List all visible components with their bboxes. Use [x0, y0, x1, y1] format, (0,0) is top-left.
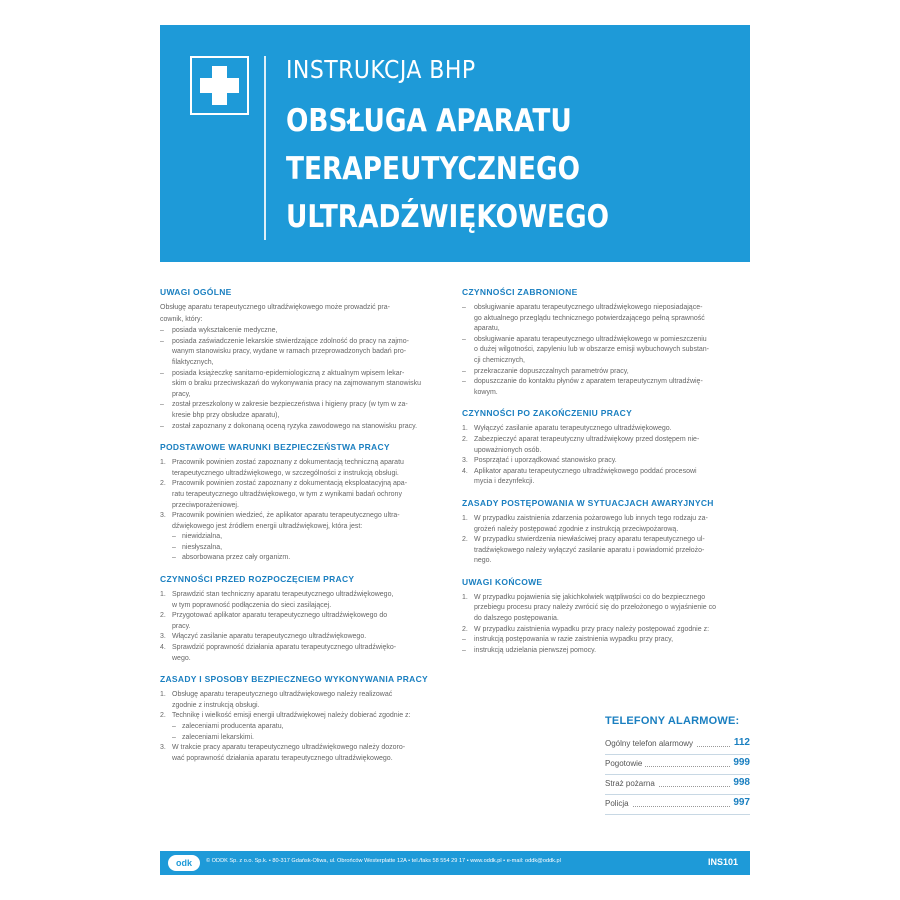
list-item — [160, 490, 450, 501]
list-item-text: kowym. — [474, 388, 498, 396]
list-item-text: W przypadku stwierdzenia niewłaściwej pracy aparatu terapeutycznego ul- — [474, 536, 705, 544]
list-item — [462, 467, 750, 478]
list-item — [462, 614, 750, 625]
emergency-phones — [605, 715, 750, 815]
section-list — [462, 424, 750, 488]
list-item-text: Pracownik powinien zostać zapoznany z dokumentacją eksploatacyjną apa- — [172, 480, 408, 488]
list-item — [160, 711, 450, 722]
doc-title-line: TERAPEUTYCZNEGO — [286, 151, 581, 187]
phone-row — [605, 735, 750, 755]
list-item — [462, 388, 750, 399]
list-item — [160, 622, 450, 633]
list-marker: 3. — [160, 512, 166, 520]
list-item-text: został przeszkolony w zakresie bezpieczeństwa i higieny pracy (w tym w za- — [172, 401, 408, 409]
list-item — [160, 326, 450, 337]
list-item — [160, 654, 450, 665]
list-item-text: instrukcją postępowania w razie zaistnienia wypadku przy pracy, — [474, 636, 674, 644]
list-item-text: Pracownik powinien zostać zapoznany z dokumentacją techniczną aparatu — [172, 459, 404, 467]
list-item-text: obsługiwanie aparatu terapeutycznego ultradźwiękowego w pomieszczeniu — [474, 335, 707, 343]
list-item — [160, 379, 450, 390]
footer-contact: © ODDK Sp. z o.o. Sp.k. • 80-317 Gdańsk-Oliwa, ul. Obrońców Westerplatte 12A • tel./faks 58 554 29 17 • www.oddk.pl • e-mail: oddk@oddk.pl — [206, 858, 561, 864]
list-item — [462, 456, 750, 467]
list-item — [160, 501, 450, 512]
list-marker: 2. — [462, 625, 468, 633]
right-column — [462, 287, 750, 666]
list-item — [160, 522, 450, 533]
list-marker: 1. — [462, 425, 468, 433]
list-item — [160, 553, 450, 564]
list-item — [462, 556, 750, 567]
company-logo: odk — [168, 855, 200, 871]
list-item-text: cji chemicznych, — [474, 356, 525, 364]
list-item — [462, 625, 750, 636]
list-item-text: Włączyć zasilanie aparatu terapeutycznego ultradźwiękowego. — [172, 633, 367, 641]
phone-label: Straż pożarna — [605, 779, 658, 788]
list-item-text: posiada zaświadczenie lekarskie stwierdzające zdolność do pracy na zajmo- — [172, 337, 409, 345]
list-marker: 1. — [160, 691, 166, 699]
list-item — [462, 335, 750, 346]
phone-row — [605, 795, 750, 815]
phone-label: Pogotowie — [605, 759, 645, 768]
list-item-text: niesłyszalna, — [182, 543, 223, 551]
doc-title-line: OBSŁUGA APARATU — [286, 103, 572, 139]
list-item — [160, 337, 450, 348]
doc-kicker: INSTRUKCJA BHP — [286, 55, 476, 84]
list-marker: 2. — [462, 435, 468, 443]
section-title: UWAGI OGÓLNE — [160, 287, 232, 297]
list-marker: – — [462, 367, 466, 375]
list-item-text: do dalszego postępowania. — [474, 615, 559, 623]
section-warunki — [160, 442, 450, 564]
list-item-text: Wyłączyć zasilanie aparatu terapeutycznego ultradźwiękowego. — [474, 425, 672, 433]
list-marker: 1. — [160, 591, 166, 599]
list-marker: 1. — [462, 593, 468, 601]
list-item — [462, 525, 750, 536]
list-item-text: pracy, — [172, 390, 191, 398]
list-marker: 3. — [160, 744, 166, 752]
list-item-text: w tym poprawność podłączenia do sieci zasilającej. — [172, 601, 332, 609]
section-title: ZASADY I SPOSOBY BEZPIECZNEGO WYKONYWANIA PRACY — [160, 674, 429, 685]
list-item — [160, 722, 450, 733]
list-item-text: skim o braku przeciwskazań do wykonywania pracy na zajmowanym stanowisku — [172, 380, 421, 388]
list-marker: 2. — [160, 612, 166, 620]
list-item-text: zaleceniami lekarskimi. — [182, 733, 254, 741]
doc-code: INS101 — [707, 857, 738, 867]
list-item-text: absorbowana przez cały organizm. — [182, 554, 291, 562]
list-item-text: wego. — [172, 654, 191, 662]
list-item — [160, 590, 450, 601]
list-item — [462, 435, 750, 446]
list-item-text: Sprawdzić stan techniczny aparatu terapeutycznego ultradźwiękowego, — [172, 591, 394, 599]
footer-bar — [160, 851, 750, 875]
list-marker: – — [172, 543, 176, 551]
list-marker: – — [172, 723, 176, 730]
list-item-text: upoważnionych osób. — [474, 446, 542, 454]
section-list — [160, 690, 450, 764]
list-item — [462, 546, 750, 557]
list-item-text: wanym stanowisku pracy, wydane w ramach przeprowadzonych badań pro- — [172, 348, 407, 356]
list-item — [462, 603, 750, 614]
list-item — [462, 356, 750, 367]
list-item — [462, 635, 750, 646]
list-marker: – — [462, 646, 466, 654]
left-column — [160, 287, 450, 774]
section-list — [462, 593, 750, 657]
list-item — [462, 514, 750, 525]
section-awaryjne — [462, 498, 750, 567]
list-marker: – — [160, 422, 164, 430]
phone-number: 112 — [731, 737, 750, 748]
list-item — [160, 511, 450, 522]
list-item — [160, 632, 450, 643]
list-item-text: pracy. — [172, 622, 191, 630]
list-item — [462, 424, 750, 435]
phone-label: Ogólny telefon alarmowy — [605, 739, 696, 748]
list-item — [462, 535, 750, 546]
list-item — [160, 701, 450, 712]
list-item — [160, 690, 450, 701]
phones-title: TELEFONY ALARMOWE: — [605, 715, 740, 727]
list-item — [462, 593, 750, 604]
list-marker: 4. — [462, 467, 468, 475]
phone-number: 998 — [730, 777, 750, 788]
list-item — [462, 446, 750, 457]
list-item-text: instrukcją udzielania pierwszej pomocy. — [474, 646, 597, 654]
section-list — [160, 326, 450, 432]
list-item-text: tradźwiękowego należy wyłączyć zasilanie aparatu i powiadomić przełożo- — [474, 546, 705, 554]
list-marker: – — [462, 378, 466, 386]
list-item-text: obsługiwanie aparatu terapeutycznego ultradźwiękowego nieposiadające- — [474, 304, 703, 311]
list-marker: – — [462, 636, 466, 644]
list-marker: – — [160, 369, 164, 377]
list-item — [160, 358, 450, 369]
list-marker: 2. — [462, 536, 468, 544]
header-divider — [264, 56, 266, 240]
list-item-text: Obsługę aparatu terapeutycznego ultradźwiękowego należy realizować — [172, 691, 393, 699]
section-title: CZYNNOŚCI PO ZAKOŃCZENIU PRACY — [462, 408, 633, 419]
list-item-text: Przygotować aplikator aparatu terapeutycznego ultradźwiękowego do — [172, 612, 388, 620]
list-item — [462, 345, 750, 356]
list-marker: 1. — [462, 514, 468, 522]
list-item — [160, 733, 450, 744]
section-intro: cownik, który: — [160, 315, 203, 323]
list-marker: – — [462, 335, 466, 343]
list-item — [160, 611, 450, 622]
phone-label: Policja — [605, 799, 632, 808]
list-item-text: filaktycznych, — [172, 358, 214, 366]
section-list — [160, 458, 450, 564]
section-uwagi-ogolne — [160, 287, 450, 432]
section-list — [160, 590, 450, 664]
header-banner — [160, 25, 750, 262]
list-marker: – — [172, 533, 176, 541]
list-item-text: aparatu, — [474, 325, 500, 333]
section-uwagi-koncowe — [462, 577, 750, 657]
instruction-sheet — [160, 25, 750, 880]
first-aid-cross-icon — [190, 56, 249, 115]
list-marker: – — [160, 337, 164, 345]
list-item-text: o dużej wilgotności, zapyleniu lub w obszarze emisji wybuchowych substan- — [474, 346, 710, 354]
list-item — [160, 458, 450, 469]
doc-title-line: ULTRADŹWIĘKOWEGO — [286, 199, 610, 235]
section-title: PODSTAWOWE WARUNKI BEZPIECZEŃSTWA PRACY — [160, 442, 390, 453]
section-title: UWAGI KOŃCOWE — [462, 576, 543, 587]
list-item-text: ratu terapeutycznego ultradźwiękowego, w tym z wynikami badań ochrony — [172, 490, 402, 498]
list-item — [462, 367, 750, 378]
list-item — [160, 411, 450, 422]
phone-number: 997 — [730, 797, 750, 808]
list-marker: 2. — [160, 712, 166, 720]
section-zabronione — [462, 287, 750, 398]
list-item-text: wać poprawność działania aparatu terapeutycznego ultradźwiękowego. — [172, 754, 393, 762]
doc-title — [286, 97, 609, 241]
list-item-text: mycia i dezynfekcji. — [474, 478, 535, 486]
list-item — [462, 646, 750, 657]
list-marker: – — [462, 304, 466, 311]
list-item-text: W przypadku pojawienia się jakichkolwiek wątpliwości co do bezpiecznego — [474, 593, 706, 601]
section-list — [462, 514, 750, 567]
list-item-text: zaleceniami producenta aparatu, — [182, 723, 284, 730]
list-item — [160, 369, 450, 380]
list-item-text: przebiegu procesu pracy należy zwrócić się do przełożonego o wyjaśnienie co — [474, 604, 717, 612]
section-zasady — [160, 674, 450, 764]
list-marker: 1. — [160, 459, 166, 467]
list-marker: – — [160, 401, 164, 409]
phone-number: 999 — [730, 757, 750, 768]
list-item-text: Zabezpieczyć aparat terapeutyczny ultradźwiękowy przed dostępem nie- — [474, 435, 700, 443]
section-przed-praca — [160, 574, 450, 664]
list-item-text: Aplikator aparatu terapeutycznego ultradźwiękowego poddać procesowi — [474, 467, 697, 475]
list-item-text: W trakcie pracy aparatu terapeutycznego ultradźwiękowego należy dozoro- — [172, 744, 406, 752]
list-item — [160, 543, 450, 554]
list-item — [160, 390, 450, 401]
list-item — [160, 601, 450, 612]
list-marker: – — [172, 733, 176, 741]
list-marker: 3. — [462, 457, 468, 465]
list-item — [462, 477, 750, 488]
list-item-text: posiada wykształcenie medyczne, — [172, 327, 278, 335]
list-item-text: Pracownik powinien wiedzieć, że aplikator aparatu terapeutycznego ultra- — [172, 512, 400, 520]
list-item-text: dźwiękowego jest źródłem energii ultradźwiękowej, która jest: — [172, 522, 363, 530]
list-item — [462, 303, 750, 314]
list-item-text: nego. — [474, 557, 492, 565]
list-item-text: Posprzątać i uporządkować stanowisko pracy. — [474, 457, 617, 465]
list-marker: 2. — [160, 480, 166, 488]
list-item-text: przeciwporażeniowej. — [172, 501, 239, 509]
section-list — [462, 303, 750, 398]
section-title: CZYNNOŚCI ZABRONIONE — [462, 287, 578, 297]
list-marker: – — [172, 554, 176, 562]
list-item-text: został zapoznany z dokonaną oceną ryzyka zawodowego na stanowisku pracy. — [172, 422, 418, 430]
list-item — [160, 754, 450, 765]
list-item-text: kresie bhp przy obsłudze aparatu), — [172, 411, 280, 419]
list-item-text: go aktualnego przeglądu technicznego potwierdzającego pełną sprawność — [474, 314, 705, 322]
list-item-text: dopuszczanie do kontaktu płynów z aparatem terapeutycznym ultradźwię- — [474, 378, 703, 386]
list-item — [160, 469, 450, 480]
list-item-text: W przypadku zaistnienia wypadku przy pracy należy postępować zgodnie z: — [474, 625, 710, 633]
list-item — [160, 479, 450, 490]
list-marker: 3. — [160, 633, 166, 641]
list-item-text: grożeń należy postępować zgodnie z instrukcją przeciwpożarową. — [474, 525, 679, 533]
list-item — [160, 422, 450, 433]
list-item-text: terapeutycznego ultradźwiękowego, w szczególności z instrukcją obsługi. — [172, 469, 399, 477]
section-intro: Obsługę aparatu terapeutycznego ultradźwiękowego może prowadzić pra- — [160, 304, 390, 311]
list-item — [462, 314, 750, 325]
list-item — [160, 643, 450, 654]
list-item-text: przekraczanie dopuszczalnych parametrów pracy, — [474, 367, 629, 375]
list-item-text: Sprawdzić poprawność działania aparatu terapeutycznego ultradźwięko- — [172, 644, 397, 652]
list-item — [160, 347, 450, 358]
phone-row — [605, 755, 750, 775]
list-item-text: posiada książeczkę sanitarno-epidemiologiczną z aktualnym wpisem lekar- — [172, 369, 405, 377]
list-item — [462, 324, 750, 335]
list-item — [160, 743, 450, 754]
section-po-pracy — [462, 408, 750, 488]
list-marker: – — [160, 327, 164, 335]
list-item-text: niewidzialna, — [182, 533, 223, 541]
list-item — [160, 400, 450, 411]
phone-row — [605, 775, 750, 795]
list-item-text: zgodnie z instrukcją obsługi. — [172, 701, 260, 709]
list-item-text: W przypadku zaistnienia zdarzenia pożarowego lub innych tego rodzaju za- — [474, 514, 708, 522]
list-item — [462, 377, 750, 388]
section-title: ZASADY POSTĘPOWANIA W SYTUACJACH AWARYJNYCH — [462, 497, 714, 508]
list-item — [160, 532, 450, 543]
list-marker: 4. — [160, 644, 166, 652]
section-title: CZYNNOŚCI PRZED ROZPOCZĘCIEM PRACY — [160, 574, 355, 585]
list-item-text: Technikę i wielkość emisji energii ultradźwiękowej należy dobierać zgodnie z: — [172, 712, 411, 720]
